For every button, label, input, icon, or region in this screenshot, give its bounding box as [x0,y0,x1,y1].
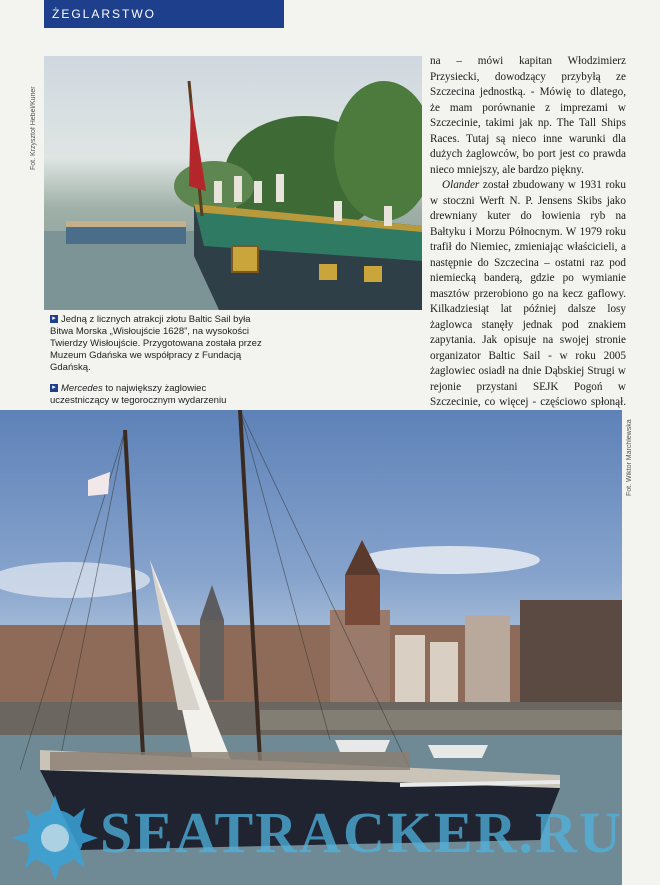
photo1-caption [50,314,272,374]
photo2-credit: Fot. Wiktor Marchlewska [626,419,633,496]
photo2-caption-text: to największy żaglowiec uczestniczący w tegorocznym wydarzeniu [50,383,227,406]
photo2-caption [50,383,250,407]
section-title: ŻEGLARSTWO [52,7,157,21]
photo2-caption-ship: Mercedes [61,383,103,394]
photo1-caption-text: Jedną z licznych atrakcji złotu Baltic Sail była Bitwa Morska „Wisłoujście 1628”, na wysokości Twierdzy Wisłoujście. Przygotowana została przez Muzeum Gdańska we współpracy z Fundacją Gdańską. [50,314,262,373]
article-text [430,54,626,426]
caption-arrow-icon: ▸ [50,384,58,392]
photo-historic-ship [44,56,422,310]
article-paragraph-2 [430,178,626,426]
watermark-text: SEATRACKER.RU [100,800,623,865]
photo1-credit: Fot. Krzysztof Hebel/Kurier [30,86,37,170]
article-paragraph-2-text: został zbudowany w 1931 roku w stoczni Werft N. P. Jensens Skibs jako drewniany kuter do łowienia ryb na Bałtyku i Morzu Północnym. W 1979 roku trafił do Niemiec, zmieniając właścicieli, a następnie do Szczecina – ostatni raz pod niemiecką banderą, gdzie po wymianie masztów przerobiono go na kecz gaflowy. Kilkadziesiąt lat później dalsze losy żaglowca stanęły jednak pod znakiem zapytania. Jak opisuje na swojej stronie organizator Baltic Sail - w roku 2005 żaglowiec osiadł na dnie Dąbskiej Strugi w rejonie przystani SEJK Pogoń w Szczecinie, co więcej - częściowo spłonął. [430,179,626,408]
caption-arrow-icon: ▸ [50,315,58,323]
watermark-logo-icon [0,790,110,885]
section-header [44,0,284,28]
historic-ship-illustration [44,56,422,310]
ship-name-olander: Olander [442,179,480,191]
article-paragraph-1: na – mówi kapitan Włodzimierz Przysiecki, dowodzący przybyłą ze Szczecina jednostką. - Mówię to dlatego, że mam porównanie z imprezami w Szczecinie, takimi jak np. The Tall Ships Races. Tutaj są nieco inne warunki dla dużych żaglowców, bo port jest co prawda nieco mniejszy, ale bardzo piękny. [430,55,626,176]
